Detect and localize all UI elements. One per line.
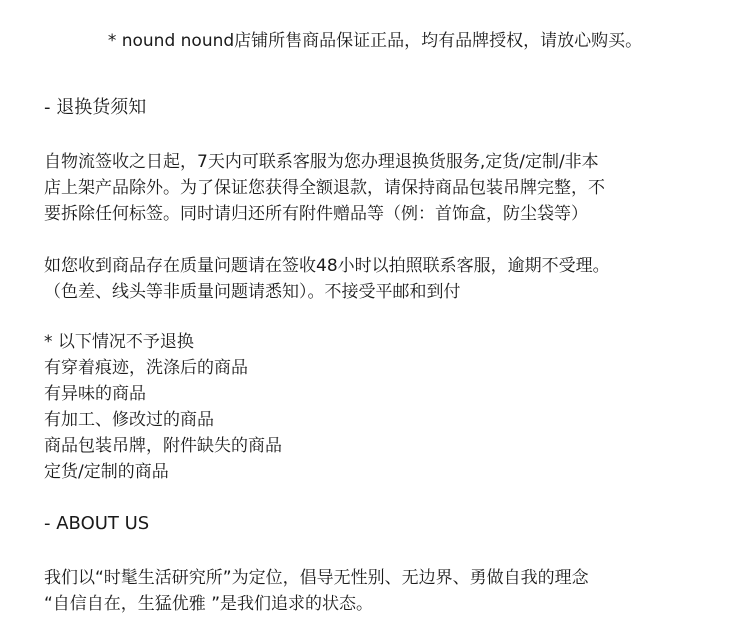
exclusion-item: 有加工、修改过的商品: [44, 410, 214, 430]
quality-line: （色差、线头等非质量问题请悉知）。不接受平邮和到付: [44, 282, 461, 302]
exclusion-item: 有异味的商品: [44, 384, 146, 404]
authenticity-notice: * nound nound店铺所售商品保证正品，均有品牌授权，请放心购买。: [107, 31, 643, 51]
exclusions-title: * 以下情况不予退换: [44, 332, 194, 352]
exclusions-list: [44, 329, 714, 485]
exclusion-item: 定货/定制的商品: [44, 462, 169, 482]
about-line: 我们以“时髦生活研究所”为定位，倡导无性别、无边界、勇做自我的理念: [44, 568, 589, 588]
about-heading: - ABOUT US: [44, 513, 150, 534]
about-line: “自信自在，生猛优雅 ”是我们追求的状态。: [44, 594, 374, 614]
quality-issue-paragraph: [44, 253, 714, 305]
quality-line: 如您收到商品存在质量问题请在签收48小时以拍照联系客服，逾期不受理。: [44, 256, 610, 276]
exclusion-item: 商品包装吊牌，附件缺失的商品: [44, 436, 282, 456]
return-policy-paragraph: [44, 149, 714, 227]
returns-heading: - 退换货须知: [44, 97, 147, 118]
about-paragraph: [44, 565, 714, 617]
policy-line: 店上架产品除外。为了保证您获得全额退款，请保持商品包装吊牌完整，不: [44, 178, 605, 198]
policy-line: 自物流签收之日起，7天内可联系客服为您办理退换货服务,定货/定制/非本: [44, 152, 599, 172]
exclusion-item: 有穿着痕迹，洗涤后的商品: [44, 358, 248, 378]
policy-line: 要拆除任何标签。同时请归还所有附件赠品等（例：首饰盒，防尘袋等）: [44, 204, 588, 224]
